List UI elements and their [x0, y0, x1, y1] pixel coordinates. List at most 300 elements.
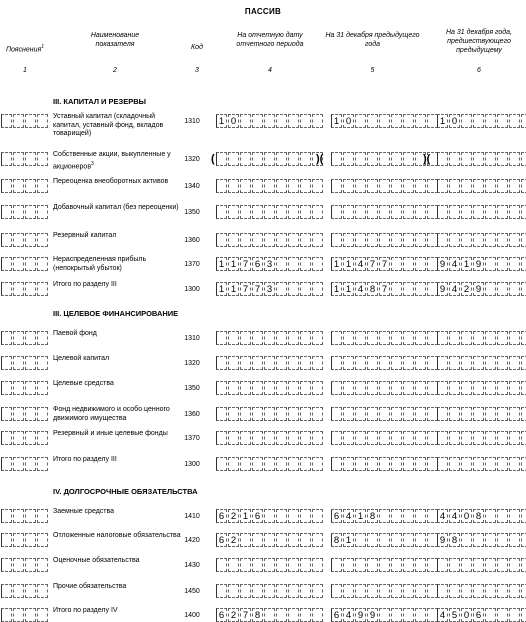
digit-cell[interactable] [276, 584, 287, 598]
digit-cell[interactable] [37, 282, 48, 296]
digit-cell[interactable]: 9 [437, 533, 448, 547]
digit-cell[interactable] [264, 233, 275, 247]
digit-cell[interactable] [449, 407, 460, 421]
digit-cell[interactable] [264, 356, 275, 370]
digit-cell[interactable] [228, 152, 239, 166]
digit-cell[interactable] [521, 356, 526, 370]
value-cells-1[interactable] [216, 282, 324, 296]
digit-cell[interactable] [509, 457, 520, 471]
digit-cell[interactable] [288, 331, 299, 345]
digit-cell[interactable] [343, 205, 354, 219]
digit-cell[interactable] [13, 257, 24, 271]
digit-cell[interactable]: 9 [473, 257, 484, 271]
digit-cell[interactable] [355, 233, 366, 247]
digit-cell[interactable]: 2 [228, 533, 239, 547]
digit-cell[interactable]: 3 [264, 282, 275, 296]
digit-cell[interactable]: 0 [343, 114, 354, 128]
digit-cell[interactable] [1, 584, 12, 598]
digit-cell[interactable] [379, 457, 390, 471]
digit-cell[interactable] [367, 584, 378, 598]
digit-cell[interactable] [497, 152, 508, 166]
digit-cell[interactable] [379, 558, 390, 572]
digit-cell[interactable] [240, 533, 251, 547]
digit-cell[interactable] [461, 179, 472, 193]
notes-cells[interactable] [1, 179, 49, 193]
value-cells-2[interactable] [331, 205, 439, 219]
digit-cell[interactable] [403, 407, 414, 421]
digit-cell[interactable] [300, 558, 311, 572]
digit-cell[interactable] [252, 584, 263, 598]
digit-cell[interactable] [497, 331, 508, 345]
digit-cell[interactable] [461, 558, 472, 572]
digit-cell[interactable] [379, 152, 390, 166]
digit-cell[interactable] [437, 152, 448, 166]
digit-cell[interactable] [461, 457, 472, 471]
digit-cell[interactable] [288, 356, 299, 370]
digit-cell[interactable] [355, 533, 366, 547]
digit-cell[interactable] [276, 509, 287, 523]
digit-cell[interactable] [473, 457, 484, 471]
digit-cell[interactable] [415, 356, 426, 370]
digit-cell[interactable] [216, 331, 227, 345]
digit-cell[interactable] [331, 356, 342, 370]
digit-cell[interactable] [276, 356, 287, 370]
digit-cell[interactable]: 9 [437, 257, 448, 271]
digit-cell[interactable] [437, 381, 448, 395]
digit-cell[interactable] [300, 257, 311, 271]
digit-cell[interactable] [343, 558, 354, 572]
digit-cell[interactable] [391, 457, 402, 471]
value-cells-1[interactable] [216, 233, 324, 247]
value-cells-2[interactable] [331, 381, 439, 395]
digit-cell[interactable] [379, 205, 390, 219]
digit-cell[interactable] [367, 331, 378, 345]
digit-cell[interactable] [276, 558, 287, 572]
digit-cell[interactable] [355, 558, 366, 572]
digit-cell[interactable] [461, 431, 472, 445]
digit-cell[interactable] [403, 533, 414, 547]
digit-cell[interactable] [497, 584, 508, 598]
digit-cell[interactable] [415, 558, 426, 572]
digit-cell[interactable] [497, 431, 508, 445]
digit-cell[interactable] [288, 282, 299, 296]
digit-cell[interactable] [252, 114, 263, 128]
digit-cell[interactable] [403, 331, 414, 345]
digit-cell[interactable] [1, 558, 12, 572]
digit-cell[interactable] [473, 233, 484, 247]
digit-cell[interactable]: 4 [449, 282, 460, 296]
digit-cell[interactable]: 8 [367, 282, 378, 296]
digit-cell[interactable] [37, 152, 48, 166]
digit-cell[interactable] [13, 457, 24, 471]
digit-cell[interactable] [461, 152, 472, 166]
digit-cell[interactable]: 4 [343, 509, 354, 523]
digit-cell[interactable] [216, 152, 227, 166]
digit-cell[interactable] [343, 431, 354, 445]
digit-cell[interactable] [415, 114, 426, 128]
digit-cell[interactable] [1, 509, 12, 523]
digit-cell[interactable] [379, 407, 390, 421]
digit-cell[interactable] [403, 509, 414, 523]
digit-cell[interactable] [437, 407, 448, 421]
digit-cell[interactable] [37, 584, 48, 598]
value-cells-1[interactable] [216, 608, 324, 622]
digit-cell[interactable]: 1 [343, 257, 354, 271]
notes-cells[interactable] [1, 152, 49, 166]
digit-cell[interactable] [485, 205, 496, 219]
notes-cells[interactable] [1, 233, 49, 247]
digit-cell[interactable] [391, 152, 402, 166]
digit-cell[interactable] [300, 205, 311, 219]
digit-cell[interactable] [521, 257, 526, 271]
digit-cell[interactable] [1, 457, 12, 471]
value-cells-3[interactable] [437, 407, 526, 421]
digit-cell[interactable] [288, 205, 299, 219]
digit-cell[interactable] [437, 179, 448, 193]
digit-cell[interactable] [300, 407, 311, 421]
digit-cell[interactable] [252, 179, 263, 193]
digit-cell[interactable]: 7 [240, 282, 251, 296]
digit-cell[interactable] [1, 331, 12, 345]
digit-cell[interactable] [391, 431, 402, 445]
notes-cells[interactable] [1, 282, 49, 296]
digit-cell[interactable] [1, 381, 12, 395]
digit-cell[interactable] [216, 584, 227, 598]
digit-cell[interactable] [37, 457, 48, 471]
digit-cell[interactable] [497, 558, 508, 572]
digit-cell[interactable]: 1 [228, 282, 239, 296]
digit-cell[interactable] [252, 152, 263, 166]
notes-cells[interactable] [1, 205, 49, 219]
digit-cell[interactable] [379, 584, 390, 598]
digit-cell[interactable] [403, 114, 414, 128]
digit-cell[interactable] [367, 431, 378, 445]
digit-cell[interactable] [288, 257, 299, 271]
digit-cell[interactable]: 2 [228, 509, 239, 523]
value-cells-1[interactable] [216, 457, 324, 471]
digit-cell[interactable] [228, 407, 239, 421]
value-cells-1[interactable] [216, 533, 324, 547]
digit-cell[interactable] [449, 356, 460, 370]
digit-cell[interactable]: 6 [216, 608, 227, 622]
digit-cell[interactable] [367, 457, 378, 471]
value-cells-2[interactable] [331, 331, 439, 345]
value-cells-3[interactable] [437, 381, 526, 395]
digit-cell[interactable] [288, 457, 299, 471]
digit-cell[interactable]: 9 [367, 608, 378, 622]
digit-cell[interactable] [473, 331, 484, 345]
digit-cell[interactable] [343, 356, 354, 370]
digit-cell[interactable] [276, 257, 287, 271]
digit-cell[interactable]: 4 [449, 509, 460, 523]
digit-cell[interactable] [415, 282, 426, 296]
digit-cell[interactable] [276, 431, 287, 445]
digit-cell[interactable] [379, 509, 390, 523]
digit-cell[interactable] [240, 431, 251, 445]
digit-cell[interactable] [415, 205, 426, 219]
digit-cell[interactable] [509, 152, 520, 166]
digit-cell[interactable] [25, 584, 36, 598]
digit-cell[interactable] [288, 179, 299, 193]
digit-cell[interactable] [264, 608, 275, 622]
value-cells-3[interactable] [437, 584, 526, 598]
digit-cell[interactable] [276, 608, 287, 622]
digit-cell[interactable] [437, 558, 448, 572]
digit-cell[interactable] [13, 152, 24, 166]
notes-cells[interactable] [1, 381, 49, 395]
digit-cell[interactable]: 6 [216, 533, 227, 547]
digit-cell[interactable] [312, 533, 323, 547]
digit-cell[interactable] [228, 179, 239, 193]
digit-cell[interactable] [521, 407, 526, 421]
digit-cell[interactable] [252, 381, 263, 395]
digit-cell[interactable] [312, 584, 323, 598]
digit-cell[interactable] [367, 179, 378, 193]
value-cells-1[interactable] [216, 381, 324, 395]
digit-cell[interactable] [449, 179, 460, 193]
digit-cell[interactable] [288, 558, 299, 572]
digit-cell[interactable]: 7 [240, 257, 251, 271]
digit-cell[interactable] [25, 608, 36, 622]
digit-cell[interactable] [355, 114, 366, 128]
digit-cell[interactable] [403, 282, 414, 296]
digit-cell[interactable] [473, 407, 484, 421]
digit-cell[interactable] [461, 381, 472, 395]
digit-cell[interactable] [415, 179, 426, 193]
value-cells-1[interactable] [216, 356, 324, 370]
digit-cell[interactable] [509, 509, 520, 523]
digit-cell[interactable] [13, 356, 24, 370]
digit-cell[interactable] [331, 407, 342, 421]
digit-cell[interactable] [264, 407, 275, 421]
digit-cell[interactable] [391, 407, 402, 421]
digit-cell[interactable] [449, 558, 460, 572]
digit-cell[interactable] [240, 457, 251, 471]
digit-cell[interactable] [240, 356, 251, 370]
value-cells-3[interactable] [437, 509, 526, 523]
digit-cell[interactable] [379, 608, 390, 622]
digit-cell[interactable]: 1 [216, 282, 227, 296]
digit-cell[interactable] [497, 608, 508, 622]
digit-cell[interactable] [276, 533, 287, 547]
digit-cell[interactable] [403, 584, 414, 598]
digit-cell[interactable] [355, 356, 366, 370]
digit-cell[interactable] [521, 331, 526, 345]
digit-cell[interactable] [509, 331, 520, 345]
digit-cell[interactable] [449, 431, 460, 445]
digit-cell[interactable] [485, 381, 496, 395]
digit-cell[interactable] [252, 407, 263, 421]
digit-cell[interactable] [1, 152, 12, 166]
digit-cell[interactable] [300, 608, 311, 622]
digit-cell[interactable] [1, 257, 12, 271]
digit-cell[interactable]: 3 [264, 257, 275, 271]
digit-cell[interactable] [300, 533, 311, 547]
digit-cell[interactable]: 1 [343, 533, 354, 547]
digit-cell[interactable] [228, 381, 239, 395]
digit-cell[interactable] [312, 257, 323, 271]
digit-cell[interactable] [37, 533, 48, 547]
digit-cell[interactable]: 4 [355, 257, 366, 271]
digit-cell[interactable] [509, 179, 520, 193]
digit-cell[interactable] [252, 431, 263, 445]
notes-cells[interactable] [1, 608, 49, 622]
digit-cell[interactable] [343, 179, 354, 193]
value-cells-1[interactable] [216, 114, 324, 128]
value-cells-2[interactable] [331, 558, 439, 572]
digit-cell[interactable] [391, 509, 402, 523]
digit-cell[interactable]: 4 [355, 282, 366, 296]
digit-cell[interactable] [485, 533, 496, 547]
digit-cell[interactable] [228, 233, 239, 247]
digit-cell[interactable] [300, 282, 311, 296]
digit-cell[interactable] [521, 558, 526, 572]
digit-cell[interactable] [403, 257, 414, 271]
digit-cell[interactable] [355, 431, 366, 445]
digit-cell[interactable] [437, 356, 448, 370]
digit-cell[interactable] [461, 114, 472, 128]
digit-cell[interactable] [391, 179, 402, 193]
digit-cell[interactable] [403, 233, 414, 247]
digit-cell[interactable] [331, 152, 342, 166]
digit-cell[interactable] [276, 205, 287, 219]
digit-cell[interactable] [216, 457, 227, 471]
digit-cell[interactable] [391, 608, 402, 622]
digit-cell[interactable] [13, 558, 24, 572]
digit-cell[interactable] [300, 179, 311, 193]
digit-cell[interactable] [37, 509, 48, 523]
digit-cell[interactable] [449, 152, 460, 166]
digit-cell[interactable] [473, 114, 484, 128]
digit-cell[interactable] [25, 114, 36, 128]
digit-cell[interactable] [228, 356, 239, 370]
digit-cell[interactable] [240, 407, 251, 421]
digit-cell[interactable] [1, 431, 12, 445]
digit-cell[interactable] [276, 179, 287, 193]
digit-cell[interactable] [300, 114, 311, 128]
notes-cells[interactable] [1, 331, 49, 345]
digit-cell[interactable] [521, 608, 526, 622]
digit-cell[interactable] [391, 584, 402, 598]
digit-cell[interactable] [391, 331, 402, 345]
digit-cell[interactable] [403, 457, 414, 471]
digit-cell[interactable] [343, 152, 354, 166]
digit-cell[interactable] [403, 179, 414, 193]
digit-cell[interactable] [449, 331, 460, 345]
digit-cell[interactable]: 8 [449, 533, 460, 547]
digit-cell[interactable] [1, 205, 12, 219]
digit-cell[interactable]: 2 [228, 608, 239, 622]
digit-cell[interactable] [449, 233, 460, 247]
digit-cell[interactable] [509, 584, 520, 598]
digit-cell[interactable] [264, 179, 275, 193]
digit-cell[interactable] [37, 356, 48, 370]
digit-cell[interactable] [288, 431, 299, 445]
digit-cell[interactable] [25, 152, 36, 166]
digit-cell[interactable] [25, 331, 36, 345]
digit-cell[interactable] [331, 431, 342, 445]
digit-cell[interactable] [461, 233, 472, 247]
digit-cell[interactable] [25, 233, 36, 247]
digit-cell[interactable]: 1 [216, 114, 227, 128]
digit-cell[interactable] [312, 331, 323, 345]
digit-cell[interactable] [497, 257, 508, 271]
digit-cell[interactable]: 0 [449, 114, 460, 128]
digit-cell[interactable] [497, 533, 508, 547]
digit-cell[interactable] [497, 205, 508, 219]
digit-cell[interactable] [403, 205, 414, 219]
digit-cell[interactable] [461, 407, 472, 421]
value-cells-2[interactable] [331, 257, 439, 271]
value-cells-1[interactable] [216, 257, 324, 271]
digit-cell[interactable] [379, 233, 390, 247]
value-cells-3[interactable] [437, 608, 526, 622]
digit-cell[interactable] [485, 233, 496, 247]
digit-cell[interactable]: 8 [331, 533, 342, 547]
digit-cell[interactable] [288, 584, 299, 598]
digit-cell[interactable] [415, 381, 426, 395]
digit-cell[interactable]: 9 [437, 282, 448, 296]
digit-cell[interactable] [216, 431, 227, 445]
digit-cell[interactable] [25, 533, 36, 547]
value-cells-3[interactable] [437, 282, 526, 296]
notes-cells[interactable] [1, 558, 49, 572]
digit-cell[interactable] [497, 381, 508, 395]
digit-cell[interactable] [216, 558, 227, 572]
digit-cell[interactable] [437, 584, 448, 598]
notes-cells[interactable] [1, 407, 49, 421]
digit-cell[interactable] [509, 608, 520, 622]
digit-cell[interactable] [355, 381, 366, 395]
digit-cell[interactable] [415, 257, 426, 271]
digit-cell[interactable] [355, 407, 366, 421]
value-cells-2[interactable] [331, 233, 439, 247]
digit-cell[interactable] [240, 584, 251, 598]
digit-cell[interactable] [240, 205, 251, 219]
digit-cell[interactable] [485, 558, 496, 572]
digit-cell[interactable] [343, 584, 354, 598]
digit-cell[interactable] [497, 179, 508, 193]
digit-cell[interactable] [485, 509, 496, 523]
digit-cell[interactable] [331, 381, 342, 395]
digit-cell[interactable] [216, 233, 227, 247]
digit-cell[interactable]: 7 [240, 608, 251, 622]
digit-cell[interactable] [391, 533, 402, 547]
digit-cell[interactable] [485, 407, 496, 421]
digit-cell[interactable] [521, 584, 526, 598]
digit-cell[interactable] [509, 205, 520, 219]
digit-cell[interactable]: 4 [343, 608, 354, 622]
digit-cell[interactable] [391, 114, 402, 128]
digit-cell[interactable]: 2 [461, 282, 472, 296]
digit-cell[interactable] [461, 584, 472, 598]
digit-cell[interactable] [473, 152, 484, 166]
digit-cell[interactable] [13, 584, 24, 598]
digit-cell[interactable] [264, 431, 275, 445]
digit-cell[interactable] [264, 533, 275, 547]
digit-cell[interactable] [264, 457, 275, 471]
digit-cell[interactable] [240, 381, 251, 395]
digit-cell[interactable] [276, 114, 287, 128]
digit-cell[interactable] [343, 457, 354, 471]
digit-cell[interactable]: 6 [331, 608, 342, 622]
digit-cell[interactable] [264, 205, 275, 219]
digit-cell[interactable] [216, 205, 227, 219]
digit-cell[interactable] [379, 179, 390, 193]
digit-cell[interactable] [37, 608, 48, 622]
digit-cell[interactable] [252, 233, 263, 247]
digit-cell[interactable] [521, 179, 526, 193]
